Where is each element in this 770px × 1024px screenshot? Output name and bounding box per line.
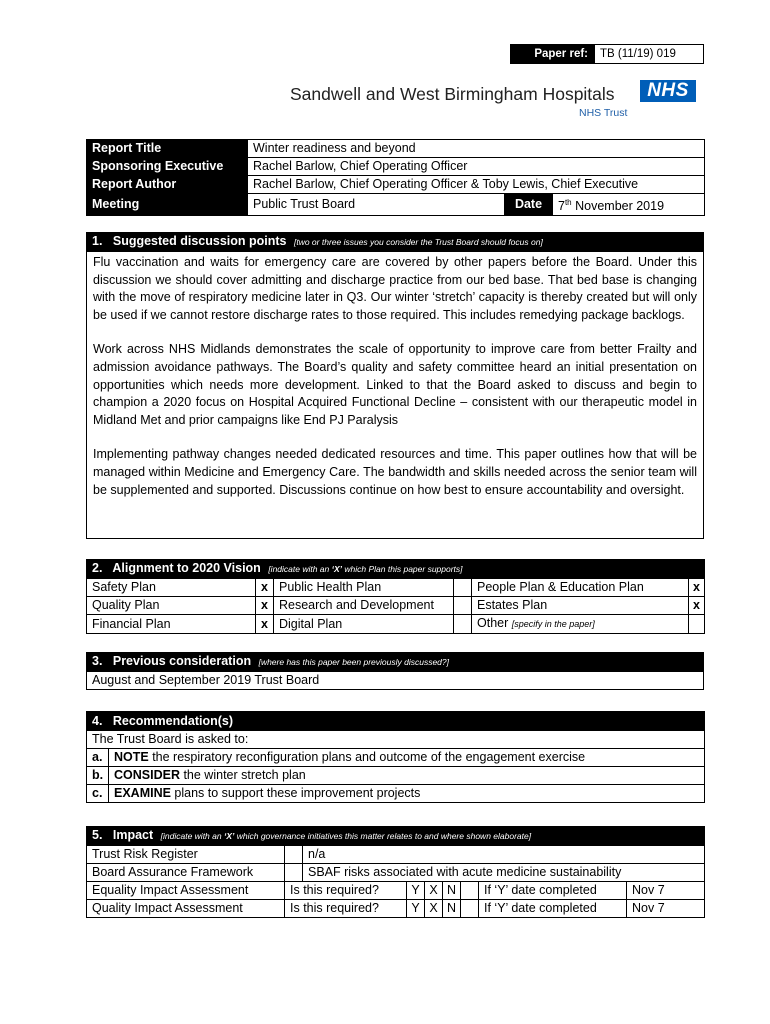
alignment-row <box>87 579 705 597</box>
paper-ref-value: TB (11/19) 019 <box>595 45 704 64</box>
section3-note: [where has this paper been previously discussed?] <box>258 657 449 667</box>
plan-label: Safety Plan <box>87 579 256 597</box>
assessment-row <box>87 900 705 918</box>
report-title-value: Winter readiness and beyond <box>248 140 705 158</box>
section1-paragraph: Flu vaccination and waits for emergency care are covered by other papers before the Board. Under this discussion we should cover admitting and discharge practice from our bed base. That bed base is changing with the move of respiratory medicine later in Q3. Our winter ‘stretch’ capacity is thereby created but will only be used if we cannot restore discharge rates to those required. This includes remedying package backlogs. <box>93 255 697 322</box>
section2-note-suffix: which Plan this paper supports] <box>342 564 463 574</box>
plan-label: Research and Development <box>274 597 454 615</box>
report-author-label: Report Author <box>87 176 248 194</box>
org-name: Sandwell and West Birmingham Hospitals <box>290 84 615 104</box>
impact-mark <box>285 864 303 882</box>
assessment-if-label: If ‘Y’ date completed <box>479 900 627 918</box>
impact-row <box>87 864 705 882</box>
date-day: 7 <box>558 199 565 214</box>
plan-other-note: [specify in the paper] <box>511 619 595 629</box>
assessment-row <box>87 882 705 900</box>
sponsoring-executive-row <box>87 158 705 176</box>
meeting-value: Public Trust Board <box>248 194 505 216</box>
assessment-label: Quality Impact Assessment <box>87 900 285 918</box>
sponsoring-executive-label: Sponsoring Executive <box>87 158 248 176</box>
impact-label: Trust Risk Register <box>87 846 285 864</box>
plan-mark: x <box>256 579 274 597</box>
section2-note-prefix: [indicate with an <box>268 564 332 574</box>
recommendation-text <box>109 749 705 767</box>
plan-mark: x <box>256 615 274 634</box>
assessment-if-label: If ‘Y’ date completed <box>479 882 627 900</box>
report-title-row <box>87 140 705 158</box>
report-title-label: Report Title <box>87 140 248 158</box>
plan-mark: x <box>256 597 274 615</box>
section-previous-consideration <box>86 652 704 690</box>
assessment-no-mark <box>461 882 479 900</box>
assessment-yes: Y <box>407 882 425 900</box>
section-discussion-points <box>86 232 704 539</box>
report-details <box>86 139 705 216</box>
section1-note: [two or three issues you consider the Trust Board should focus on] <box>293 237 543 247</box>
meeting-label: Meeting <box>87 194 248 216</box>
plan-label: Estates Plan <box>472 597 689 615</box>
plan-label: Public Health Plan <box>274 579 454 597</box>
recommendation-detail: the respiratory reconfiguration plans and outcome of the engagement exercise <box>148 750 586 764</box>
recommendation-verb: NOTE <box>114 750 149 764</box>
paper-ref <box>510 44 704 64</box>
section1-paragraph: Work across NHS Midlands demonstrates the scale of opportunity to improve care from better Frailty and admission avoidance pathways. The Board’s quality and safety committee heard an initial presentation on opportunities which needs more development. Linked to that the Board asked to discuss and begin to champion a 2020 focus on Hospital Acquired Functional Decline – consistent with our therapeutic model in Midland Met and prior campaigns like End PJ Paralysis <box>93 342 697 427</box>
alignment-row <box>87 597 705 615</box>
impact-row <box>87 846 705 864</box>
recommendation-letter: b. <box>87 767 109 785</box>
plan-mark <box>689 615 705 634</box>
report-author-row <box>87 176 705 194</box>
assessment-question: Is this required? <box>285 900 407 918</box>
section3-number: 3. <box>92 654 103 668</box>
date-suffix: th <box>564 198 572 207</box>
section1-body <box>86 252 704 539</box>
plan-label <box>472 615 689 634</box>
section5-number: 5. <box>92 828 103 842</box>
recommendation-verb: EXAMINE <box>114 786 171 800</box>
section-impact <box>86 826 705 918</box>
meeting-row <box>87 194 705 216</box>
section5-note-suffix: which governance initiatives this matter relates to and where shown elaborate] <box>234 831 532 841</box>
assessment-date: Nov 7 <box>627 900 705 918</box>
section5-title: Impact <box>112 828 154 842</box>
assessment-label: Equality Impact Assessment <box>87 882 285 900</box>
section5-note-prefix: [indicate with an <box>160 831 224 841</box>
plan-label: Quality Plan <box>87 597 256 615</box>
plan-mark: x <box>689 579 705 597</box>
recommendation-detail: plans to support these improvement projects <box>170 786 421 800</box>
section1-number: 1. <box>92 234 103 248</box>
plan-label: People Plan & Education Plan <box>472 579 689 597</box>
assessment-mark: X <box>425 882 443 900</box>
date-rest: November 2019 <box>571 199 665 214</box>
nhs-logo <box>640 80 696 102</box>
section5-note-x: ‘X’ <box>223 831 235 841</box>
section4-number: 4. <box>92 713 103 728</box>
section-recommendations <box>86 711 705 803</box>
section2-title: Alignment to 2020 Vision <box>112 561 261 575</box>
impact-text: SBAF risks associated with acute medicine sustainability <box>303 864 705 882</box>
assessment-question: Is this required? <box>285 882 407 900</box>
plan-label: Financial Plan <box>87 615 256 634</box>
plan-mark: x <box>689 597 705 615</box>
assessment-date: Nov 7 <box>627 882 705 900</box>
section1-header <box>87 233 704 252</box>
recommendation-item <box>87 749 705 767</box>
date-label: Date <box>505 194 553 216</box>
assessment-mark: X <box>425 900 443 918</box>
impact-mark <box>285 846 303 864</box>
section2-number: 2. <box>92 561 103 575</box>
recommendation-item <box>87 785 705 803</box>
date-value <box>553 194 705 216</box>
report-author-value: Rachel Barlow, Chief Operating Officer & Toby Lewis, Chief Executive <box>248 176 705 194</box>
section1-title: Suggested discussion points <box>112 234 287 248</box>
recommendation-text <box>109 785 705 803</box>
recommendation-text <box>109 767 705 785</box>
plan-mark <box>454 597 472 615</box>
section3-header <box>87 653 704 672</box>
section4-intro: The Trust Board is asked to: <box>87 731 705 749</box>
section2-header <box>87 560 705 579</box>
nhs-logo-text: NHS <box>647 80 689 101</box>
plan-mark <box>454 615 472 634</box>
recommendation-detail: the winter stretch plan <box>179 768 306 782</box>
sponsoring-executive-value: Rachel Barlow, Chief Operating Officer <box>248 158 705 176</box>
section3-value: August and September 2019 Trust Board <box>87 672 704 690</box>
assessment-yes: Y <box>407 900 425 918</box>
assessment-no: N <box>443 900 461 918</box>
section-alignment <box>86 559 705 634</box>
assessment-no-mark <box>461 900 479 918</box>
recommendation-verb: CONSIDER <box>114 768 180 782</box>
recommendation-letter: c. <box>87 785 109 803</box>
recommendation-letter: a. <box>87 749 109 767</box>
paper-ref-label: Paper ref: <box>511 45 595 64</box>
plan-other-label: Other <box>477 616 509 630</box>
plan-label: Digital Plan <box>274 615 454 634</box>
plan-mark <box>454 579 472 597</box>
section3-title: Previous consideration <box>112 654 252 668</box>
section2-note-x: ‘X’ <box>331 564 343 574</box>
assessment-no: N <box>443 882 461 900</box>
impact-text: n/a <box>303 846 705 864</box>
section4-header <box>87 712 705 731</box>
impact-label: Board Assurance Framework <box>87 864 285 882</box>
section4-title: Recommendation(s) <box>112 713 234 728</box>
section5-header <box>87 827 705 846</box>
org-subtitle: NHS Trust <box>579 107 628 119</box>
alignment-row <box>87 615 705 634</box>
recommendation-item <box>87 767 705 785</box>
section1-paragraph: Implementing pathway changes needed dedicated resources and time. This paper outlines how that will be managed within Medicine and Emergency Care. The bandwidth and skills needed across the senior team will be supplemented and supported. Discussions continue on how best to ensure accountability and oversight. <box>93 447 697 497</box>
